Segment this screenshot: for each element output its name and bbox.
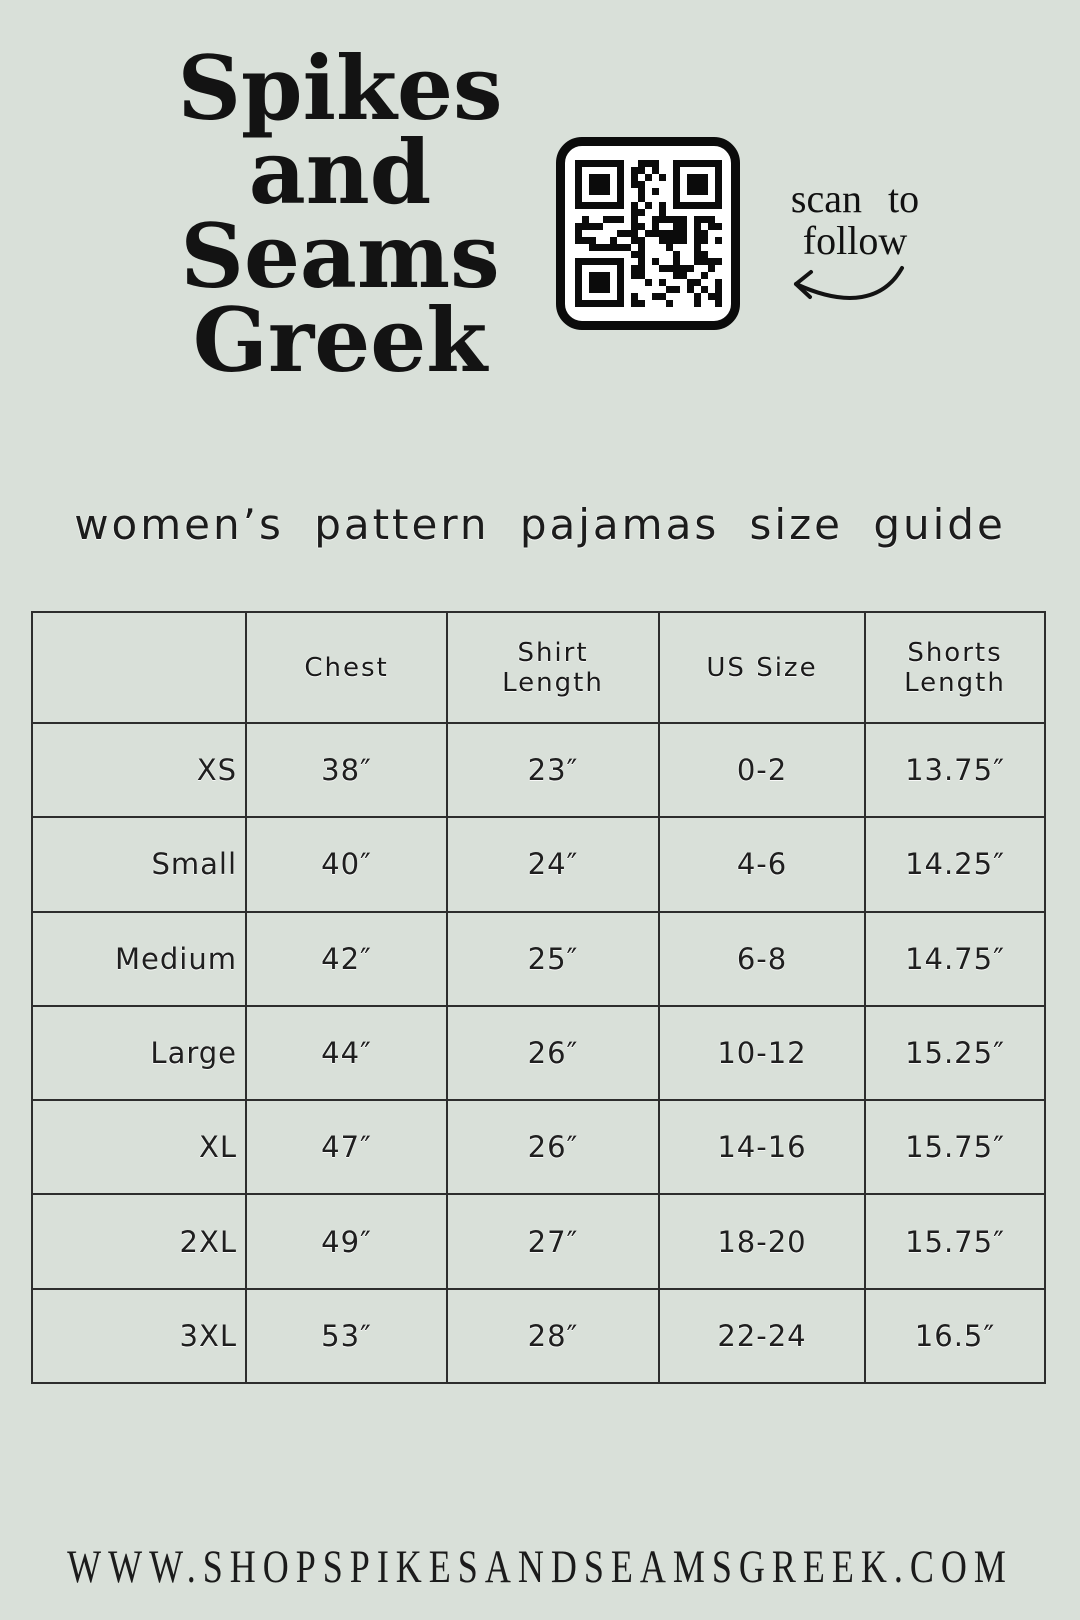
shorts-length-value: 15.75″ <box>865 1100 1045 1194</box>
shorts-length-value: 14.75″ <box>865 912 1045 1006</box>
shirt-length-value: 26″ <box>447 1100 659 1194</box>
size-label: 3XL <box>32 1289 246 1383</box>
chest-value: 38″ <box>246 723 447 817</box>
chest-value: 44″ <box>246 1006 447 1100</box>
logo-line-2: and <box>248 120 432 224</box>
header-shirt-length: Shirt Length <box>447 612 659 723</box>
header-us-size: US Size <box>659 612 865 723</box>
scan-caption-line-2: follow <box>802 218 908 263</box>
us-size-value: 10-12 <box>659 1006 865 1100</box>
us-size-value: 18-20 <box>659 1194 865 1288</box>
table-row <box>32 1006 1045 1100</box>
table-row <box>32 912 1045 1006</box>
shirt-length-value: 28″ <box>447 1289 659 1383</box>
us-size-value: 0-2 <box>659 723 865 817</box>
shirt-length-value: 27″ <box>447 1194 659 1288</box>
size-label: XL <box>32 1100 246 1194</box>
chest-value: 42″ <box>246 912 447 1006</box>
chest-value: 47″ <box>246 1100 447 1194</box>
size-label: 2XL <box>32 1194 246 1288</box>
table-row <box>32 1289 1045 1383</box>
qr-code-icon <box>556 137 740 330</box>
header-size <box>32 612 246 723</box>
us-size-value: 14-16 <box>659 1100 865 1194</box>
us-size-value: 6-8 <box>659 912 865 1006</box>
scan-caption-line-1: scan to <box>790 176 920 221</box>
us-size-value: 22-24 <box>659 1289 865 1383</box>
logo-line-3: Seams <box>180 204 500 308</box>
chest-value: 53″ <box>246 1289 447 1383</box>
shirt-length-value: 24″ <box>447 817 659 911</box>
size-label: Medium <box>32 912 246 1006</box>
size-table <box>31 611 1046 1384</box>
table-row <box>32 817 1045 911</box>
shirt-length-value: 26″ <box>447 1006 659 1100</box>
shorts-length-value: 16.5″ <box>865 1289 1045 1383</box>
header-shorts-length: Shorts Length <box>865 612 1045 723</box>
us-size-value: 4-6 <box>659 817 865 911</box>
table-header-row <box>32 612 1045 723</box>
website-url: WWW.SHOPSPIKESANDSEAMSGREEK.COM <box>67 1541 1013 1593</box>
chest-value: 49″ <box>246 1194 447 1288</box>
table-row <box>32 1100 1045 1194</box>
brand-logo <box>175 36 505 392</box>
logo-line-1: Spikes <box>177 36 503 140</box>
chest-value: 40″ <box>246 817 447 911</box>
shorts-length-value: 15.75″ <box>865 1194 1045 1288</box>
header-chest: Chest <box>246 612 447 723</box>
shirt-length-value: 23″ <box>447 723 659 817</box>
page-title: women’s pattern pajamas size guide <box>74 500 1006 549</box>
curved-arrow-icon <box>780 256 915 318</box>
size-label: Large <box>32 1006 246 1100</box>
shorts-length-value: 14.25″ <box>865 817 1045 911</box>
logo-line-4: Greek <box>192 288 488 392</box>
shirt-length-value: 25″ <box>447 912 659 1006</box>
shorts-length-value: 15.25″ <box>865 1006 1045 1100</box>
shorts-length-value: 13.75″ <box>865 723 1045 817</box>
scan-to-follow-caption <box>755 178 955 262</box>
size-label: XS <box>32 723 246 817</box>
size-label: Small <box>32 817 246 911</box>
table-row <box>32 723 1045 817</box>
table-row <box>32 1194 1045 1288</box>
